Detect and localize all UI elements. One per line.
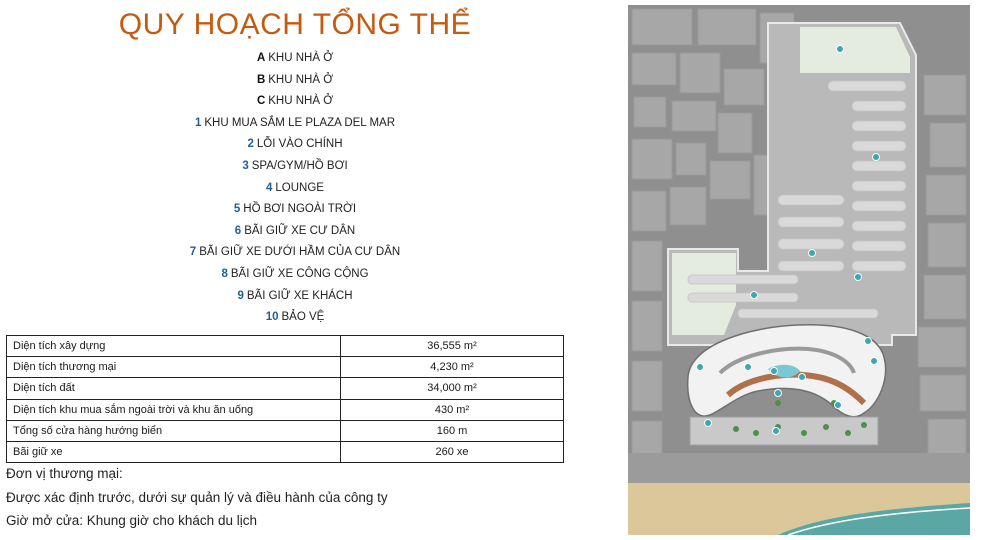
location-marker (697, 364, 704, 371)
stat-label: Diện tích thương mại (7, 357, 341, 378)
legend-key: 1 (194, 116, 202, 129)
location-marker (837, 46, 844, 53)
legend-label: BÃI GIỮ XE DƯỚI HẦM CỦA CƯ DÂN (199, 246, 401, 259)
location-marker (835, 402, 842, 409)
legend-key: 2 (247, 138, 254, 151)
stat-label: Diện tích xây dựng (7, 336, 341, 357)
legend-label: KHU MUA SẮM LE PLAZA DEL MAR (204, 116, 396, 129)
legend-item (0, 178, 590, 200)
table-row (7, 336, 564, 357)
location-marker (809, 250, 816, 257)
notes (6, 462, 388, 533)
location-marker (865, 338, 872, 345)
legend-label: BÃI GIỮ XE KHÁCH (246, 289, 353, 302)
stat-label: Diện tích đất (7, 378, 341, 399)
legend-key: A (256, 52, 266, 64)
coastal-road (628, 453, 970, 483)
location-marker (871, 358, 878, 365)
stat-value: 260 xe (341, 441, 564, 462)
legend-label: BÃI GIỮ XE CÔNG CỘNG (230, 267, 369, 280)
location-marker (751, 292, 758, 299)
legend-item (0, 242, 590, 264)
stat-label: Diện tích khu mua sắm ngoài trời và khu ăn uống (7, 399, 341, 420)
table-row (7, 357, 564, 378)
legend-item (0, 134, 590, 156)
legend-key: 10 (265, 311, 279, 324)
legend-label: KHU NHÀ Ở (268, 52, 334, 64)
legend-item (0, 70, 590, 92)
table-row (7, 399, 564, 420)
stat-value: 160 m (341, 420, 564, 441)
legend-label: LỖI VÀO CHÍNH (256, 138, 343, 151)
legend-label: HỒ BƠI NGOÀI TRỜI (243, 203, 357, 216)
stat-label: Tổng số cửa hàng hướng biển (7, 420, 341, 441)
legend-item (0, 91, 590, 113)
stat-value: 34,000 m² (341, 378, 564, 399)
legend-key: 6 (234, 224, 242, 237)
legend-item (0, 307, 590, 329)
legend-key: 5 (233, 203, 241, 216)
location-marker (775, 390, 782, 397)
note-line: Được xác định trước, dưới sự quản lý và điều hành của công ty (6, 489, 388, 505)
legend-item (0, 48, 590, 70)
location-marker (799, 374, 806, 381)
location-marker (773, 428, 780, 435)
legend-key: 7 (189, 246, 197, 259)
legend-label: KHU NHÀ Ở (268, 73, 334, 86)
legend-item (0, 286, 590, 308)
stats-table (6, 335, 564, 463)
location-marker (873, 154, 880, 161)
table-row (7, 420, 564, 441)
legend-key: 3 (242, 159, 249, 172)
note-line: Giờ mở cửa: Khung giờ cho khách du lịch (6, 513, 257, 528)
legend-item (0, 264, 590, 286)
legend-label: LOUNGE (275, 181, 324, 194)
legend-label: BÃI GIỮ XE CƯ DÂN (244, 224, 356, 237)
location-marker (705, 420, 712, 427)
page-title: QUY HOẠCH TỔNG THỂ (118, 8, 472, 41)
legend-label: BẢO VỆ (281, 311, 325, 324)
legend-key: 4 (266, 181, 273, 194)
legend-label: SPA/GYM/HỒ BƠI (251, 159, 348, 172)
location-marker (855, 274, 862, 281)
legend-key: 8 (221, 267, 228, 280)
legend-item (0, 221, 590, 243)
stat-value: 4,230 m² (341, 357, 564, 378)
location-marker (771, 368, 778, 375)
legend-item (0, 199, 590, 221)
green-area-north (800, 27, 910, 73)
site-plan-map (628, 5, 970, 535)
stat-label: Bãi giữ xe (7, 441, 341, 462)
legend-key: B (256, 73, 266, 86)
legend-list (0, 48, 590, 329)
stat-value: 36,555 m² (341, 336, 564, 357)
stat-value: 430 m² (341, 399, 564, 420)
legend-key: C (256, 95, 266, 108)
legend-item (0, 113, 590, 135)
table-row (7, 441, 564, 462)
note-line: Đơn vị thương mại: (6, 466, 123, 481)
legend-item (0, 156, 590, 178)
legend-key: 9 (237, 289, 244, 302)
legend-label: KHU NHÀ Ở (268, 95, 334, 108)
site-plan-drawing (628, 5, 970, 535)
table-row (7, 378, 564, 399)
location-marker (745, 364, 752, 371)
